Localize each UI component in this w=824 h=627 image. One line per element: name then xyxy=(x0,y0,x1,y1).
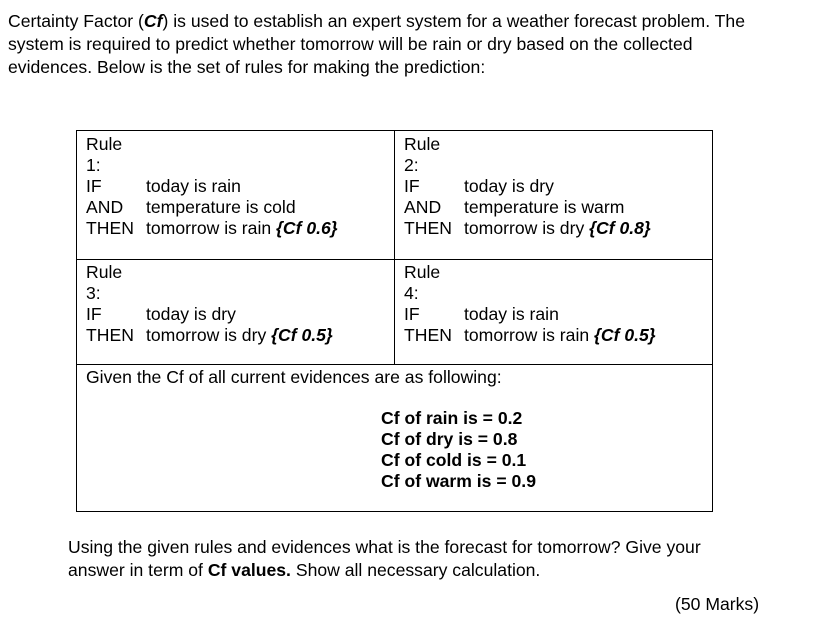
evidence-item-rain: Cf of rain is = 0.2 xyxy=(381,408,523,428)
keyword-if: IF xyxy=(404,176,420,196)
rule-3-title: Rule 3: xyxy=(86,262,123,303)
rule-1-line-then xyxy=(86,218,338,239)
question-line-2-a: answer in term of xyxy=(68,560,208,580)
rule-4-line-if xyxy=(404,304,656,325)
rule-4-lines xyxy=(404,304,656,346)
rule-1-line-and xyxy=(86,197,338,218)
rule-3-line-then xyxy=(86,325,333,346)
keyword-if: IF xyxy=(86,304,102,324)
evidence-item-warm: Cf of warm is = 0.9 xyxy=(381,471,536,491)
rule-4-line-then xyxy=(404,325,656,346)
intro-line-1-a: Certainty Factor ( xyxy=(8,11,144,31)
rule-4-cf: {Cf 0.5} xyxy=(594,325,656,345)
keyword-if: IF xyxy=(404,304,420,324)
marks-label: (50 Marks) xyxy=(675,594,760,614)
rule-1-lines xyxy=(86,176,338,239)
question-paragraph xyxy=(68,536,768,582)
rules-table xyxy=(76,130,713,512)
rule-2-line-then xyxy=(404,218,651,239)
table-row-divider-2 xyxy=(77,364,712,365)
rule-4-title: Rule 4: xyxy=(404,262,441,303)
cf-abbreviation: Cf xyxy=(143,11,163,31)
question-line-2-bold: Cf values. xyxy=(207,560,291,580)
rule-2-lines xyxy=(404,176,651,239)
rule-2-cf: {Cf 0.8} xyxy=(589,218,651,238)
keyword-then: THEN xyxy=(86,218,134,238)
evidence-item-dry: Cf of dry is = 0.8 xyxy=(381,429,518,449)
rule-3-line-if xyxy=(86,304,333,325)
intro-line-1 xyxy=(8,10,808,33)
condition-text: today is dry xyxy=(464,176,554,196)
keyword-then: THEN xyxy=(404,325,452,345)
rule-2-line-if xyxy=(404,176,651,197)
condition-text: temperature is cold xyxy=(146,197,296,217)
conclusion-text: tomorrow is dry xyxy=(464,218,590,238)
question-line-2 xyxy=(68,559,768,582)
condition-text: today is rain xyxy=(464,304,559,324)
rule-1-title: Rule 1: xyxy=(86,134,123,175)
condition-text: today is rain xyxy=(146,176,241,196)
question-line-2-c: Show all necessary calculation. xyxy=(290,560,541,580)
keyword-then: THEN xyxy=(404,218,452,238)
rule-1-line-if xyxy=(86,176,338,197)
intro-line-1-b: ) is used to establish an expert system for a weather forecast problem. The xyxy=(162,11,745,31)
intro-line-2: system is required to predict whether tomorrow will be rain or dry based on the collected xyxy=(8,34,693,54)
keyword-then: THEN xyxy=(86,325,134,345)
rule-2-line-and xyxy=(404,197,651,218)
keyword-and: AND xyxy=(404,197,442,217)
intro-line-3: evidences. Below is the set of rules for making the prediction: xyxy=(8,57,486,77)
rule-2-title: Rule 2: xyxy=(404,134,441,175)
rule-3-cf: {Cf 0.5} xyxy=(271,325,333,345)
keyword-and: AND xyxy=(86,197,124,217)
intro-paragraph xyxy=(8,10,808,79)
rule-3-lines xyxy=(86,304,333,346)
rule-1-cf: {Cf 0.6} xyxy=(276,218,338,238)
table-vertical-divider xyxy=(394,131,395,365)
question-line-1: Using the given rules and evidences what is the forecast for tomorrow? Give your xyxy=(68,537,701,557)
evidence-list xyxy=(381,408,536,492)
conclusion-text: tomorrow is rain xyxy=(464,325,595,345)
table-row-divider-1 xyxy=(77,259,712,260)
condition-text: today is dry xyxy=(146,304,236,324)
conclusion-text: tomorrow is dry xyxy=(146,325,272,345)
evidence-heading: Given the Cf of all current evidences are as following: xyxy=(86,367,502,387)
keyword-if: IF xyxy=(86,176,102,196)
conclusion-text: tomorrow is rain xyxy=(146,218,277,238)
evidence-item-cold: Cf of cold is = 0.1 xyxy=(381,450,527,470)
condition-text: temperature is warm xyxy=(464,197,625,217)
